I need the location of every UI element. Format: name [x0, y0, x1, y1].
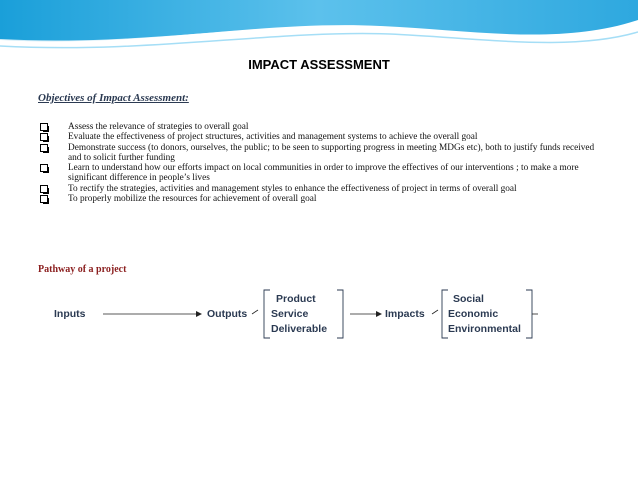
impact-item-economic: Economic: [448, 308, 499, 320]
checkbox-bullet-icon: [40, 195, 48, 203]
objective-text: Demonstrate success (to donors, ourselves, the public; to be seen to supporting progress in meeting MDGs etc), both to justify funds received and to solicit further funding: [68, 142, 595, 163]
output-item-service: Service: [271, 308, 309, 320]
arrowhead-icon: [196, 311, 202, 317]
right-bracket-outputs: [337, 290, 343, 338]
pathway-diagram: [0, 280, 638, 350]
objectives-list: [38, 122, 608, 204]
output-item-product: Product: [276, 293, 316, 305]
checkbox-bullet-icon: [40, 123, 48, 131]
list-item: [38, 184, 608, 194]
flow-inputs: Inputs: [54, 308, 86, 320]
list-item: [38, 194, 608, 204]
right-bracket-impacts: [526, 290, 532, 338]
checkbox-bullet-icon: [40, 185, 48, 193]
connector-outputs: [252, 310, 258, 314]
impact-item-environmental: Environmental: [448, 323, 521, 335]
objective-text: Evaluate the effectiveness of project structures, activities and management systems to achieve the overall goal: [68, 132, 478, 143]
flow-outputs: Outputs: [207, 308, 248, 320]
objective-text: Assess the relevance of strategies to overall goal: [68, 122, 249, 132]
pathway-heading: Pathway of a project: [38, 264, 127, 275]
impact-item-social: Social: [453, 293, 484, 305]
objective-text: Learn to understand how our efforts impact on local communities in order to improve the effectives of our interventions ; to make a more significant difference in people’s lives: [68, 163, 579, 184]
list-item: [38, 163, 608, 184]
list-item: [38, 143, 608, 164]
output-item-deliverable: Deliverable: [271, 323, 328, 335]
left-bracket-outputs: [264, 290, 270, 338]
checkbox-bullet-icon: [40, 164, 48, 172]
connector-impacts: [432, 310, 438, 314]
objective-text: To properly mobilize the resources for achievement of overall goal: [68, 194, 317, 205]
objectives-heading: Objectives of Impact Assessment:: [38, 92, 189, 104]
checkbox-bullet-icon: [40, 133, 48, 141]
page-title: IMPACT ASSESSMENT: [248, 57, 390, 72]
list-item: [38, 122, 608, 132]
checkbox-bullet-icon: [40, 144, 48, 152]
arrowhead-icon: [376, 311, 382, 317]
list-item: [38, 132, 608, 142]
objective-text: To rectify the strategies, activities and management styles to enhance the effectiveness of project in terms of overall goal: [68, 183, 517, 194]
flow-impacts: Impacts: [385, 308, 425, 320]
